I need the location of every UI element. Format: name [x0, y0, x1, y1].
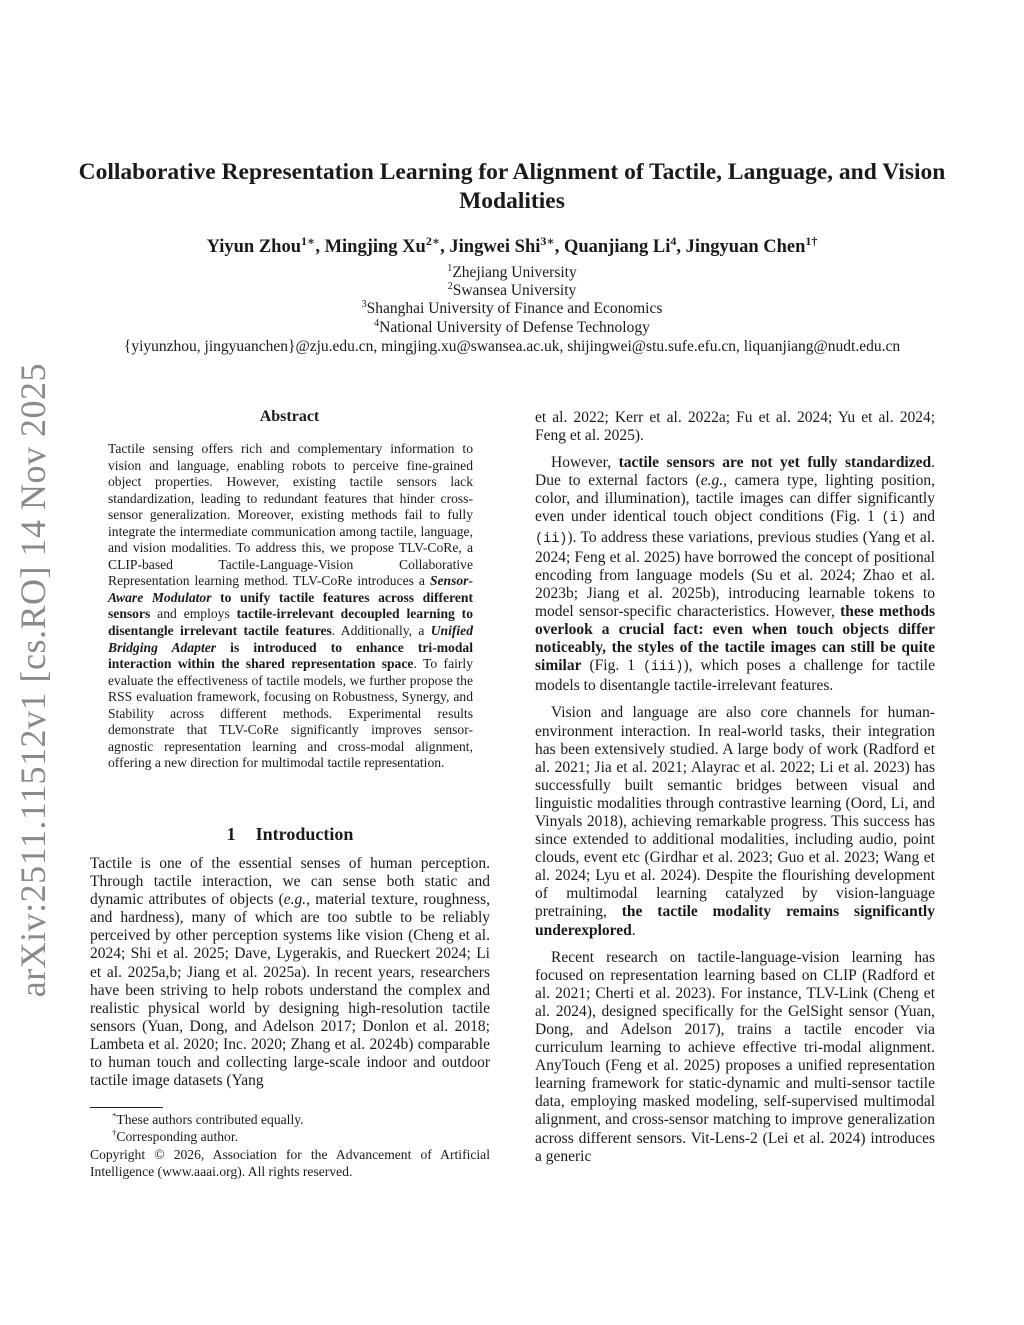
author-separator: , [315, 237, 325, 257]
body-text: and [905, 508, 935, 526]
abstract-emphasis: Unified Bridging Adapter [108, 623, 473, 655]
affiliation-name: National University of Defense Technology [379, 318, 650, 336]
affiliation-name: Swansea University [452, 282, 577, 300]
abstract-text: and employs [150, 606, 237, 622]
body-text: . Due to external factors ( [535, 454, 935, 490]
abstract-body [108, 441, 473, 772]
body-paragraph [535, 454, 935, 695]
body-paragraph: et al. 2022; Kerr et al. 2022a; Fu et al. 2024; Yu et al. 2024; Feng et al. 2025). [535, 409, 935, 445]
body-italic: e.g. [700, 472, 724, 490]
figure-ref-code: (iii) [642, 660, 684, 676]
footnote-corresponding [90, 1128, 490, 1145]
footnote-text: Corresponding author. [116, 1129, 238, 1145]
body-text: ), which poses a challenge for tactile models to disentangle tactile-irrelevant features. [535, 657, 935, 695]
abstract-text: . To fairly evaluate the effectiveness of tactile models, we further propose the RSS evaluation framework, focusing on Robustness, Synergy, and Stability across different methods. Experimental results demonstrate that TLV-CoRe significantly improves sensor-agnostic representation learning and cross-modal alignment, offering a new direction for multimodal tactile representation. [108, 656, 473, 771]
affiliation-line [70, 319, 954, 337]
body-paragraph [535, 704, 935, 939]
abstract-emphasis: tactile-irrelevant decoupled learning to disentangle irrelevant tactile features [108, 606, 474, 639]
author-mark: 2∗ [425, 233, 441, 248]
footnote-mark: † [112, 1127, 117, 1138]
affiliations [70, 264, 954, 337]
author-mark: 1† [805, 233, 818, 248]
footnotes [90, 1111, 490, 1180]
body-paragraph: Recent research on tactile-language-vision learning has focused on representation learning based on CLIP (Radford et al. 2021; Cherti et al. 2023). For instance, TLV-Link (Cheng et al. 2024), designed specifically for the GelSight sensor (Yuan, Dong, and Adelson 2017), trains a tactile encoder via curriculum learning to achieve effective tri-modal alignment. AnyTouch (Feng et al. 2025) proposes a unified representation learning framework for static-dynamic and multi-sensor tactile data, employing masked modeling, self-supervised multimodal alignment, and cross-sensor matching to improve generalization across different sensors. Vit-Lens-2 (Lei et al. 2024) introduces a generic [535, 948, 935, 1165]
author-separator: , [554, 237, 564, 257]
affiliation-mark: 3 [361, 299, 367, 311]
author-mark: 1∗ [301, 233, 316, 248]
footnote-text: These authors contributed equally. [116, 1112, 304, 1127]
affiliation-line [70, 300, 954, 318]
author-name: Yiyun Zhou [206, 237, 301, 257]
author-list [70, 235, 954, 259]
abstract-heading: Abstract [259, 408, 320, 425]
figure-ref-code: (i) [881, 511, 906, 527]
affiliation-mark: 4 [374, 317, 380, 329]
abstract-text: . Additionally, a [331, 623, 431, 639]
body-bold: tactile sensors are not yet fully standardized [618, 454, 932, 472]
body-text: Vision and language are also core channels for human-environment interaction. In real-world tasks, their integration has been extensively studied. A large body of work (Radford et al. 2021; Jia et al. 2021; Alayrac et al. 2022; Li et al. 2023) has successfully built semantic bridges between visual and linguistic modalities through contrastive learning (Oord, Li, and Vinyals 2018), achieving remarkable progress. This success has since extended to additional modalities, including audio, point clouds, event etc (Girdhar et al. 2023; Guo et al. 2023; Wang et al. 2024; Lyu et al. 2024). Despite the flourishing development of multimodal learning catalyzed by vision-language pretraining, [535, 704, 935, 921]
arxiv-id-text: arXiv:2511.11512v1 [cs.RO] 14 Nov 2025 [13, 362, 53, 998]
affiliation-line [70, 282, 954, 300]
figure-ref-code: (ii) [535, 531, 568, 547]
abstract-emphasis: is introduced to enhance tri-modal interaction within the shared representation space [108, 639, 473, 672]
body-text: However, [551, 454, 619, 472]
body-text: Tactile is one of the essential senses of human perception. Through tactile interaction, we can sense both static and dynamic attributes of objects ( [90, 855, 490, 909]
body-text: , camera type, lighting position, color, and illumination), tactile images can differ significantly even under identical touch object conditions (Fig. 1 [535, 472, 935, 526]
left-column-body [90, 855, 490, 1090]
affiliation-line [70, 264, 954, 282]
body-text: (Fig. 1 [581, 657, 643, 675]
body-text: . [631, 921, 636, 939]
abstract-emphasis: Sensor-Aware Modulator [108, 573, 473, 605]
body-text: ). To address these variations, previous studies (Yang et al. 2024; Feng et al. 2025) have borrowed the concept of positional encoding from language models (Su et al. 2024; Zhao et al. 2023b; Jiang et al. 2025b), introducing learnable tokens to model sensor-specific characteristics. However, [535, 528, 935, 620]
author-name: Jingyuan Chen [685, 237, 806, 257]
paper-title: Collaborative Representation Learning for Alignment of Tactile, Language, and Vision Modalities [78, 159, 946, 214]
abstract-paragraph [108, 441, 473, 772]
body-italic: e.g. [283, 891, 307, 909]
affiliation-mark: 2 [447, 281, 453, 293]
body-bold: the tactile modality remains significantly underexplored [535, 903, 935, 939]
author-emails: {yiyunzhou, jingyuanchen}@zju.edu.cn, mingjing.xu@swansea.ac.uk, shijingwei@stu.sufe.efu.cn, liquanjiang@nudt.edu.cn [123, 338, 901, 355]
body-bold: these methods overlook a crucial fact: even when touch objects differ noticeably, the styles of the tactile images can still be quite similar [535, 602, 935, 675]
author-name: Quanjiang Li [563, 237, 671, 257]
body-paragraph [90, 855, 490, 1090]
author-name: Mingjing Xu [324, 237, 426, 257]
affiliation-name: Zhejiang University [452, 264, 577, 281]
section-heading-introduction [90, 824, 490, 845]
abstract-emphasis: to unify tactile features across different sensors [108, 589, 474, 622]
affiliation-mark: 1 [447, 262, 453, 274]
author-mark: 3∗ [540, 233, 555, 248]
body-text: , material texture, roughness, and hardness), many of which are too subtle to be reliably perceived by other perception systems like vision (Cheng et al. 2024; Shi et al. 2025; Dave, Lygerakis, and Rueckert 2024; Li et al. 2025a,b; Jiang et al. 2025a). In recent years, researchers have been striving to help robots understand the complex and realistic physical world by designing high-resolution tactile sensors (Yuan, Dong, and Adelson 2017; Donlon et al. 2018; Lambeta et al. 2020; Inc. 2020; Zhang et al. 2024b) comparable to human touch and collecting large-scale indoor and outdoor tactile image datasets (Yang [90, 891, 490, 1090]
copyright-notice: Copyright © 2026, Association for the Advancement of Artificial Intelligence (www.aaai.org). All rights reserved. [90, 1146, 490, 1179]
footnote-equal [90, 1111, 490, 1128]
affiliation-name: Shanghai University of Finance and Economics [366, 300, 663, 318]
author-mark: 4 [670, 233, 677, 248]
footnote-mark: * [112, 1110, 117, 1121]
author-name: Jingwei Shi [449, 237, 541, 257]
abstract-text: Tactile sensing offers rich and complementary information to vision and language, enabling robots to perceive fine-grained object properties. However, existing tactile sensors lack standardization, leading to redundant features that hinder cross-sensor generalization. Moreover, existing methods fail to fully integrate the intermediate communication among tactile, language, and vision modalities. To address this, we propose TLV-CoRe, a CLIP-based Tactile-Language-Vision Collaborative Representation learning method. TLV-CoRe introduces a [108, 441, 473, 589]
author-separator: , [440, 237, 450, 257]
section-number: 1 [226, 824, 236, 844]
footnote-rule [90, 1107, 163, 1108]
section-title: Introduction [255, 824, 354, 844]
author-separator: , [676, 237, 686, 257]
arxiv-identifier [0, 362, 66, 998]
right-column-body [535, 409, 935, 1166]
